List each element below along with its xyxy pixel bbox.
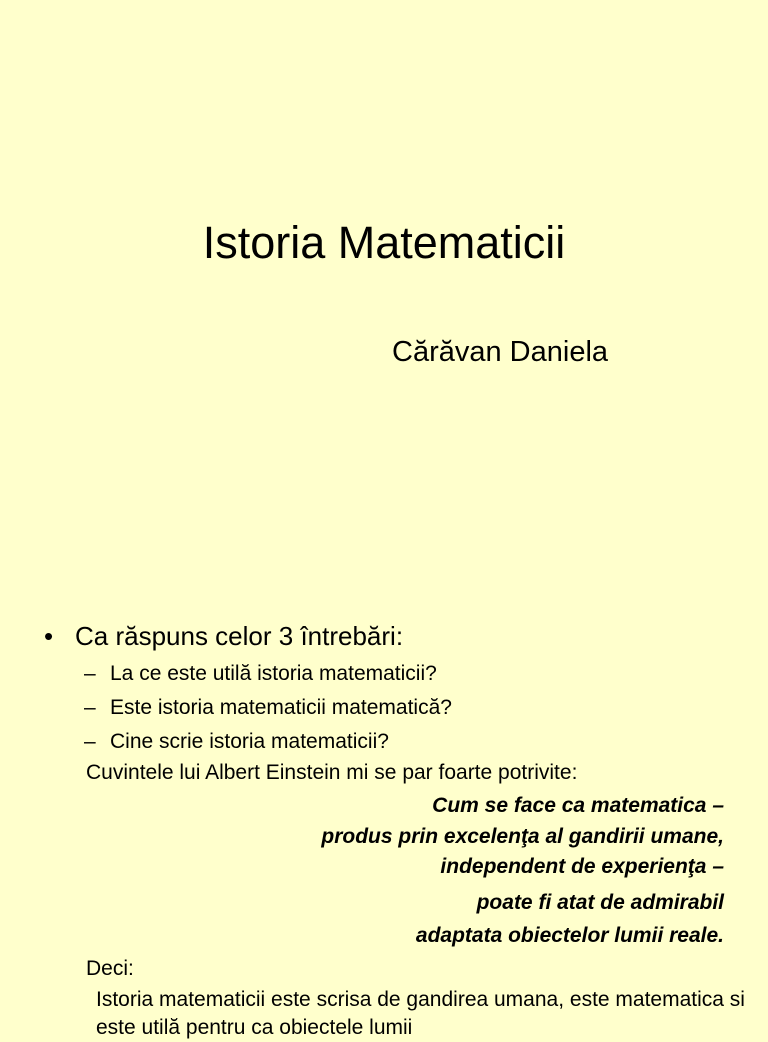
quote-line: poate fi atat de admirabil [476, 891, 724, 914]
question-text: Este istoria matematicii matematică? [110, 696, 452, 719]
quote-line: adaptata obiectelor lumii reale. [415, 924, 724, 947]
einstein-intro: Cuvintele lui Albert Einstein mi se par foarte potrivite: [86, 761, 578, 784]
quote-line: Cum se face ca matematica – [432, 794, 724, 817]
einstein-quote [321, 789, 724, 952]
dash-icon: – [84, 662, 96, 685]
dash-icon: – [84, 696, 96, 719]
quote-line: independent de experienţa – [440, 855, 724, 878]
question-item [84, 725, 452, 759]
presentation-title: Istoria Matematicii [202, 217, 566, 268]
question-text: La ce este utilă istoria matematicii? [110, 662, 437, 685]
question-item [84, 691, 452, 725]
quote-line: produs prin excelenţa al gandirii umane, [321, 825, 724, 848]
main-bullet-text: Ca răspuns celor 3 întrebări: [75, 621, 404, 651]
main-bullet [44, 616, 403, 656]
content-slide [0, 576, 768, 1039]
question-text: Cine scrie istoria matematicii? [110, 730, 389, 753]
dash-icon: – [84, 730, 96, 753]
deci-label: Deci: [86, 957, 134, 980]
conclusion-text: Istoria matematicii este scrisa de gandirea umana, este matematica si este utilă pentru ca obiectele lumii [96, 988, 745, 1039]
question-item [84, 657, 452, 691]
bullet-icon: • [44, 621, 54, 651]
question-list [84, 657, 452, 759]
author-name: Cărăvan Daniela [392, 336, 609, 368]
